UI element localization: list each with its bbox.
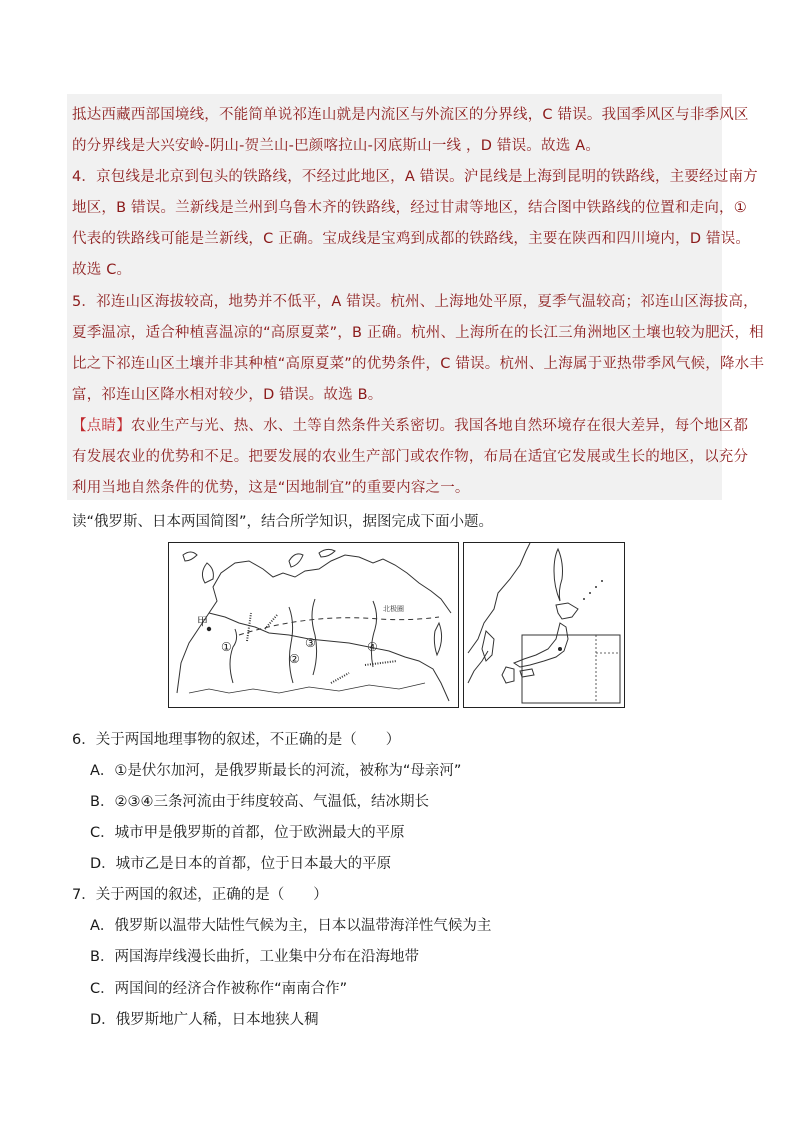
river-4-label: ④ (367, 640, 378, 654)
question-7-option-c[interactable]: C．两国间的经济合作被称作“南南合作” (90, 981, 348, 997)
explanation-line: 5．祁连山区海拔较高，地势并不低平，A 错误。杭州、上海地处平原，夏季气温较高；祁连山区海拔高， (72, 294, 758, 310)
russia-map (168, 542, 459, 708)
arctic-circle-label: 北极圈 (383, 605, 404, 613)
comment-tag: 【点睛】 (72, 418, 131, 434)
question-6-option-d[interactable]: D．城市乙是日本的首都，位于日本最大的平原 (90, 856, 392, 872)
explanation-line: 4．京包线是北京到包头的铁路线，不经过此地区，A 错误。沪昆线是上海到昆明的铁路线，主要经过南方 (72, 169, 758, 185)
question-7-option-d[interactable]: D．俄罗斯地广人稀，日本地狭人稠 (90, 1012, 319, 1028)
explanation-line: 故选 C。 (72, 262, 132, 278)
explanation-line: 的分界线是大兴安岭-阴山-贺兰山-巴颜喀拉山-冈底斯山一线 ，D 错误。故选 A。 (72, 138, 601, 154)
explanation-line: 夏季温凉，适合种植喜温凉的“高原夏菜”，B 正确。杭州、上海所在的长江三角洲地区土壤也较为肥沃，相 (72, 325, 764, 341)
question-6-stem: 6．关于两国地理事物的叙述，不正确的是（ ） (72, 732, 401, 748)
explanation-line: 比之下祁连山区土壤并非其种植“高原夏菜”的优势条件，C 错误。杭州、上海属于亚热带季风气候，降水丰 (72, 356, 765, 372)
explanation-line: 富，祁连山区降水相对较少，D 错误。故选 B。 (72, 387, 383, 403)
question-intro: 读“俄罗斯、日本两国简图”，结合所学知识，据图完成下面小题。 (72, 514, 494, 530)
river-3-label: ③ (305, 636, 316, 650)
japan-map (463, 542, 625, 708)
explanation-line: 地区，B 错误。兰新线是兰州到乌鲁木齐的铁路线，经过甘肃等地区，结合图中铁路线的位置和走向，① (72, 200, 747, 216)
river-2-label: ② (289, 652, 300, 666)
question-7-option-b[interactable]: B．两国海岸线漫长曲折，工业集中分布在沿海地带 (90, 949, 419, 965)
question-6-option-c[interactable]: C．城市甲是俄罗斯的首都，位于欧洲最大的平原 (90, 825, 405, 841)
river-1-label: ① (221, 640, 232, 654)
explanation-line: 抵达西藏西部国境线，不能简单说祁连山就是内流区与外流区的分界线，C 错误。我国季风区与非季风区 (72, 107, 749, 123)
question-6-option-a[interactable]: A．①是伏尔加河，是俄罗斯最长的河流，被称为“母亲河” (90, 763, 462, 779)
question-7-option-a[interactable]: A．俄罗斯以温带大陆性气候为主，日本以温带海洋性气候为主 (90, 918, 492, 934)
question-7-stem: 7．关于两国的叙述，正确的是（ ） (72, 887, 328, 903)
city-jia-label: 甲 (197, 615, 208, 628)
explanation-line: 代表的铁路线可能是兰新线，C 正确。宝成线是宝鸡到成都的铁路线，主要在陕西和四川境内，D 错误。 (72, 231, 751, 247)
comment-line (72, 414, 748, 435)
comment-text: 农业生产与光、热、水、土等自然条件关系密切。我国各地自然环境存在很大差异，每个地区都 (130, 418, 749, 434)
comment-line: 有发展农业的优势和不足。把要发展的农业生产部门或农作物，布局在适宜它发展或生长的地区，以充分 (72, 449, 749, 465)
question-6-option-b[interactable]: B．②③④三条河流由于纬度较高、气温低，结冰期长 (90, 794, 429, 810)
comment-line: 利用当地自然条件的优势，这是“因地制宜”的重要内容之一。 (72, 480, 470, 496)
city-yi-marker (558, 647, 562, 651)
